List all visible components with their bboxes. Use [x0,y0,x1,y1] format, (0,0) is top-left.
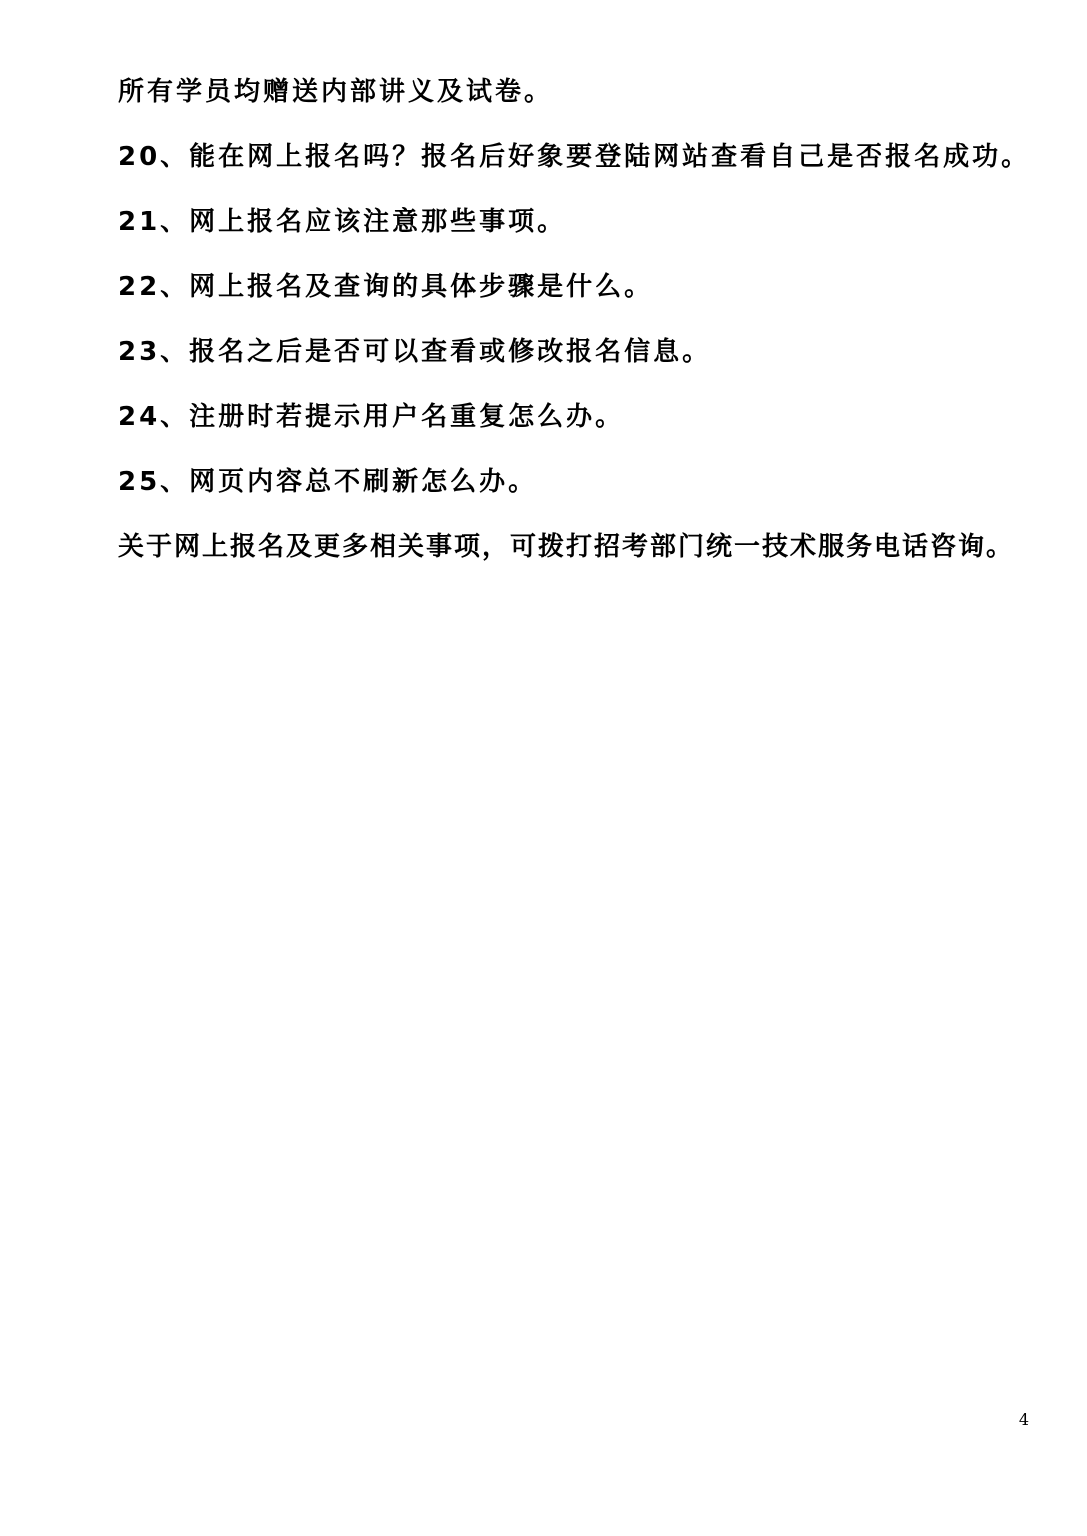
question-25: 25、网页内容总不刷新怎么办。 [118,467,538,497]
question-22: 22、网上报名及查询的具体步骤是什么。 [118,272,654,302]
closing-line: 关于网上报名及更多相关事项，可拨打招考部门统一技术服务电话咨询。 [118,532,1015,562]
question-23: 23、报名之后是否可以查看或修改报名信息。 [118,337,712,367]
intro-line: 所有学员均赠送内部讲义及试卷。 [118,77,554,107]
page-number: 4 [1018,1410,1029,1429]
question-20: 20、能在网上报名吗？报名后好象要登陆网站查看自己是否报名成功。 [118,142,1031,172]
question-24: 24、注册时若提示用户名重复怎么办。 [118,402,625,432]
question-21: 21、网上报名应该注意那些事项。 [118,207,567,237]
